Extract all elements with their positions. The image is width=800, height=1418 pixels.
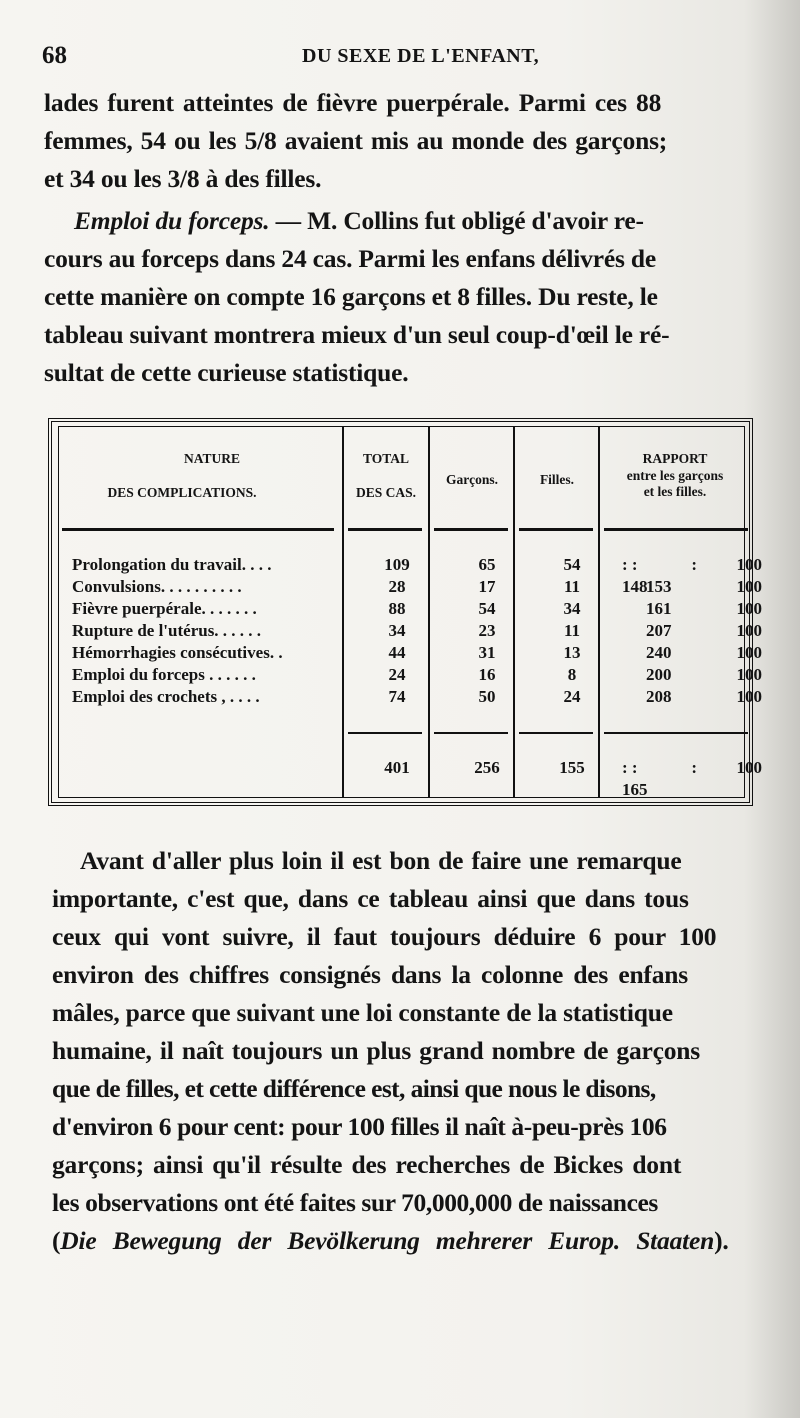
em-dash: — bbox=[269, 206, 308, 235]
header-rule bbox=[62, 528, 334, 531]
cell-filles: 54 bbox=[563, 555, 581, 574]
cell-ratio-base: 100 bbox=[736, 555, 762, 574]
total-rule bbox=[434, 732, 508, 734]
text-line: cours au forceps dans 24 cas. Parmi les enfans délivrés de bbox=[44, 244, 656, 273]
cell-filles: 13 bbox=[563, 643, 581, 662]
row-label: Convulsions. . . . . . . . . . bbox=[72, 577, 242, 596]
cell-ratio-base: 100 bbox=[736, 643, 762, 662]
cell-ratio: 153 bbox=[646, 577, 672, 596]
cell-filles: 11 bbox=[563, 621, 581, 640]
text-line: environ des chiffres consignés dans la colonne des enfans bbox=[52, 960, 688, 989]
cell-ratio: 240 bbox=[646, 643, 672, 662]
cell-filles: 11 bbox=[563, 577, 581, 596]
cell-total: 109 bbox=[384, 555, 410, 574]
header-filles: Filles. bbox=[539, 472, 575, 487]
cell-filles: 8 bbox=[567, 665, 577, 684]
paragraph-1 bbox=[44, 84, 764, 198]
citation-close: ). bbox=[714, 1226, 729, 1255]
total-rule bbox=[604, 732, 748, 734]
total-rule bbox=[519, 732, 593, 734]
citation-title: Die Bewegung der Bevölkerung mehrerer Europ. Staaten bbox=[60, 1226, 715, 1255]
header-des-cas: DES CAS. bbox=[355, 485, 417, 500]
cell-filles: 34 bbox=[563, 599, 581, 618]
text-line: les observations ont été faites sur 70,000,000 de naissances bbox=[52, 1188, 658, 1217]
total-ratio-sep: : bbox=[691, 758, 697, 777]
header-complications: DES COMPLICATIONS. bbox=[107, 485, 257, 500]
cell-garcons: 23 bbox=[478, 621, 496, 640]
section-heading-forceps: Emploi du forceps. bbox=[74, 206, 270, 235]
cell-total: 24 bbox=[388, 665, 406, 684]
header-rapport-sub2: et les filles. bbox=[643, 484, 707, 499]
header-total: TOTAL bbox=[362, 451, 410, 466]
header-rule bbox=[519, 528, 593, 531]
text-line: et 34 ou les 3/8 à des filles. bbox=[44, 164, 322, 193]
row-label: Prolongation du travail. . . . bbox=[72, 555, 272, 574]
row-label: Rupture de l'utérus. . . . . . bbox=[72, 621, 262, 640]
cell-ratio-sep: : bbox=[691, 555, 697, 574]
text-line: sultat de cette curieuse statistique. bbox=[44, 358, 409, 387]
text-line: que de filles, et cette différence est, ainsi que nous le disons, bbox=[52, 1074, 656, 1103]
cell-ratio-base: 100 bbox=[736, 665, 762, 684]
text-line: lades furent atteintes de fièvre puerpérale. Parmi ces 88 bbox=[44, 88, 662, 117]
header-nature: NATURE bbox=[183, 451, 240, 466]
text-line: cette manière on compte 16 garçons et 8 filles. Du reste, le bbox=[44, 282, 658, 311]
text-line: M. Collins fut obligé d'avoir re- bbox=[307, 206, 644, 235]
cell-ratio-base: 100 bbox=[736, 687, 762, 706]
cell-ratio-base: 100 bbox=[736, 621, 762, 640]
cell-ratio: 161 bbox=[646, 599, 672, 618]
running-title: DU SEXE DE L'ENFANT, bbox=[302, 45, 540, 67]
total-rule bbox=[348, 732, 422, 734]
text-line: humaine, il naît toujours un plus grand nombre de garçons bbox=[52, 1036, 700, 1065]
cell-garcons: 54 bbox=[478, 599, 496, 618]
cell-total: 34 bbox=[388, 621, 406, 640]
cell-garcons: 31 bbox=[478, 643, 496, 662]
cell-total: 28 bbox=[388, 577, 406, 596]
header-rapport: RAPPORT bbox=[642, 451, 708, 466]
row-label: Emploi des crochets , . . . . bbox=[72, 687, 260, 706]
totals-row bbox=[72, 757, 762, 799]
cell-total: 88 bbox=[388, 599, 406, 618]
citation-open: ( bbox=[52, 1226, 61, 1255]
text-line: Avant d'aller plus loin il est bon de faire une remarque bbox=[80, 846, 682, 875]
text-line: tableau suivant montrera mieux d'un seul coup-d'œil le ré- bbox=[44, 320, 670, 349]
row-label: Fièvre puerpérale. . . . . . . bbox=[72, 599, 257, 618]
table-row bbox=[72, 576, 762, 598]
row-label: Hémorrhagies consécutives. . bbox=[72, 643, 283, 662]
header-rule bbox=[434, 528, 508, 531]
cell-ratio-base: 100 bbox=[736, 599, 762, 618]
cell-ratio: : : 148 bbox=[622, 555, 648, 596]
header-rapport-sub1: entre les garçons bbox=[626, 468, 724, 483]
cell-garcons: 16 bbox=[478, 665, 496, 684]
total-garcons: 256 bbox=[474, 758, 500, 777]
header-garcons: Garçons. bbox=[445, 472, 499, 487]
paragraph-3 bbox=[44, 842, 764, 1260]
table-row bbox=[72, 598, 762, 620]
cell-garcons: 50 bbox=[478, 687, 496, 706]
table-row bbox=[72, 664, 762, 686]
text-line: importante, c'est que, dans ce tableau ainsi que dans tous bbox=[52, 884, 689, 913]
total-ratio-base: 100 bbox=[736, 758, 762, 777]
total-ratio: : : 165 bbox=[622, 758, 648, 799]
cell-total: 74 bbox=[388, 687, 406, 706]
table-row bbox=[72, 686, 762, 708]
total-cases: 401 bbox=[384, 758, 410, 777]
cell-garcons: 17 bbox=[478, 577, 496, 596]
text-line: garçons; ainsi qu'il résulte des recherches de Bickes dont bbox=[52, 1150, 682, 1179]
cell-ratio: 208 bbox=[646, 687, 672, 706]
cell-garcons: 65 bbox=[478, 555, 496, 574]
statistics-table bbox=[48, 418, 762, 806]
paragraph-2 bbox=[44, 202, 764, 392]
cell-ratio-base: 100 bbox=[736, 577, 762, 596]
cell-total: 44 bbox=[388, 643, 406, 662]
table-row bbox=[72, 620, 762, 642]
text-line: d'environ 6 pour cent: pour 100 filles il naît à-peu-près 106 bbox=[52, 1112, 667, 1141]
page-number: 68 bbox=[42, 42, 67, 69]
header-rule bbox=[348, 528, 422, 531]
header-rule bbox=[604, 528, 748, 531]
cell-ratio: 207 bbox=[646, 621, 672, 640]
text-line: mâles, parce que suivant une loi constante de la statistique bbox=[52, 998, 673, 1027]
total-filles: 155 bbox=[559, 758, 585, 777]
cell-filles: 24 bbox=[563, 687, 581, 706]
cell-ratio: 200 bbox=[646, 665, 672, 684]
text-line: femmes, 54 ou les 5/8 avaient mis au monde des garçons; bbox=[44, 126, 668, 155]
page-header bbox=[40, 42, 750, 74]
table-row bbox=[72, 642, 762, 664]
row-label: Emploi du forceps . . . . . . bbox=[72, 665, 256, 684]
text-line: ceux qui vont suivre, il faut toujours déduire 6 pour 100 bbox=[52, 922, 717, 951]
